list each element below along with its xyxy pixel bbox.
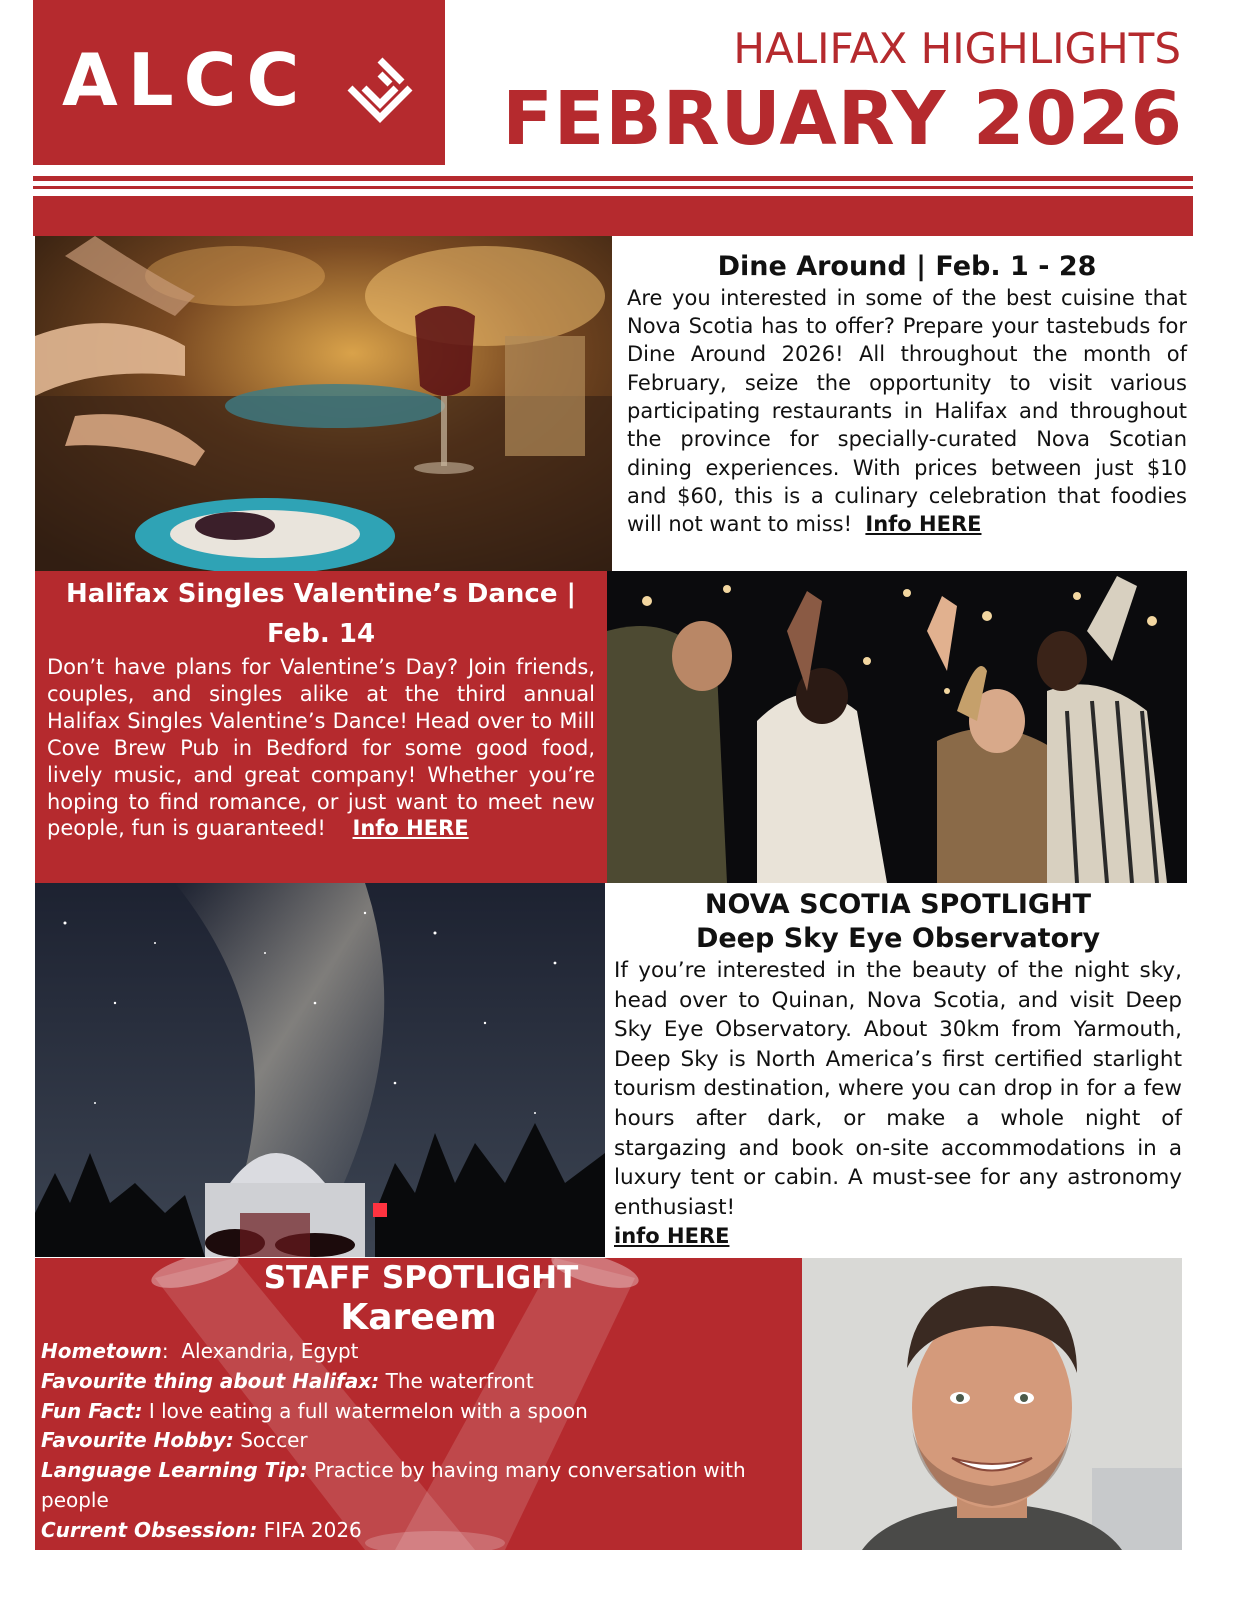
valentines-dance-title: Halifax Singles Valentine’s Dance | Feb. 14 [65, 579, 577, 649]
valentines-dance-photo [607, 571, 1187, 883]
staff-fact-label: Favourite thing about Halifax: [41, 1368, 380, 1393]
staff-fact-item [41, 1337, 791, 1367]
divider [33, 186, 1193, 189]
staff-spotlight-kicker [35, 1260, 805, 1296]
dine-around-body [627, 284, 1187, 539]
staff-fact-sep: : [161, 1339, 169, 1363]
valentines-dance-description: Don’t have plans for Valentine’s Day? Join friends, couples, and singles alike at the third annual Halifax Singles Valentine’s Dance! Head over to Mill Cove Brew Pub in Bedford for some good food, lively music, and great company! Whether you’re hoping to find romance, or just want to meet new people, fun is guaranteed! [47, 655, 595, 841]
staff-name: Kareem [340, 1297, 497, 1338]
staff-fact-value: FIFA 2026 [263, 1517, 362, 1542]
staff-fact-value: I love eating a full watermelon with a spoon [148, 1398, 588, 1423]
staff-fact-value: Soccer [240, 1428, 308, 1453]
dine-around-info-link[interactable]: Info HERE [865, 512, 982, 537]
dine-around-section [627, 250, 1187, 538]
staff-fact-label: Fun Fact: [41, 1398, 143, 1423]
divider [33, 176, 1193, 181]
newsletter-subtitle: HALIFAX HIGHLIGHTS [733, 24, 1181, 73]
staff-fact-value: The waterfront [385, 1368, 534, 1393]
ns-spotlight-kicker: NOVA SCOTIA SPOTLIGHT [704, 889, 1092, 920]
staff-fact-label: Language Learning Tip: [41, 1458, 308, 1483]
nova-scotia-spotlight-section [614, 888, 1182, 1250]
staff-spotlight-kicker-text: STAFF SPOTLIGHT [263, 1260, 579, 1296]
dine-around-photo [35, 236, 612, 571]
ns-spotlight-body: If you’re interested in the beauty of the night sky, head over to Quinan, Nova Scotia, and visit Deep Sky Eye Observatory. About 30km from Yarmouth, Deep Sky is North America’s first certified starlight tourism destination, where you can drop in for a few hours after dark, or make a whole night of stargazing and book on-site accommodations in a luxury tent or cabin. A must-see for any astronomy enthusiast! [614, 958, 1182, 1220]
staff-fact-label: Current Obsession: [41, 1517, 258, 1542]
ns-spotlight-info-link[interactable]: info HERE [614, 1224, 730, 1249]
observatory-photo [35, 883, 605, 1257]
logo-text: ALCC [62, 38, 310, 122]
staff-fact-item [41, 1456, 791, 1516]
staff-fact-item [41, 1397, 791, 1427]
ns-spotlight-title: Deep Sky Eye Observatory [695, 923, 1101, 954]
dine-around-description: Are you interested in some of the best cuisine that Nova Scotia has to offer? Prepare your tastebuds for Dine Around 2026! All throughout the month of February, seize the opportunity to visit various participating restaurants in Halifax and throughout the province for specially-curated Nova Scotian dining experiences. With prices between just $10 and $60, this is a culinary celebration that foodies will not want to miss! [627, 285, 1187, 537]
dine-around-title: Dine Around | Feb. 1 - 28 [717, 251, 1097, 282]
banner-bar [33, 196, 1193, 236]
staff-photo [802, 1258, 1182, 1550]
staff-fact-value: Alexandria, Egypt [181, 1339, 359, 1363]
valentines-dance-section [47, 574, 595, 842]
valentines-dance-info-link[interactable]: Info HERE [352, 816, 469, 841]
valentines-dance-body [47, 654, 595, 842]
staff-facts-list [41, 1337, 791, 1546]
staff-fact-label: Hometown [41, 1339, 162, 1363]
newsletter-title: FEBRUARY 2026 [502, 76, 1183, 162]
staff-fact-label: Favourite Hobby: [41, 1428, 234, 1453]
staff-fact-item [41, 1516, 791, 1546]
staff-fact-item [41, 1367, 791, 1397]
staff-fact-value: Practice by having many conversation with people [41, 1458, 746, 1512]
staff-fact-item [41, 1426, 791, 1456]
alcc-logo-mark-icon [342, 50, 418, 126]
